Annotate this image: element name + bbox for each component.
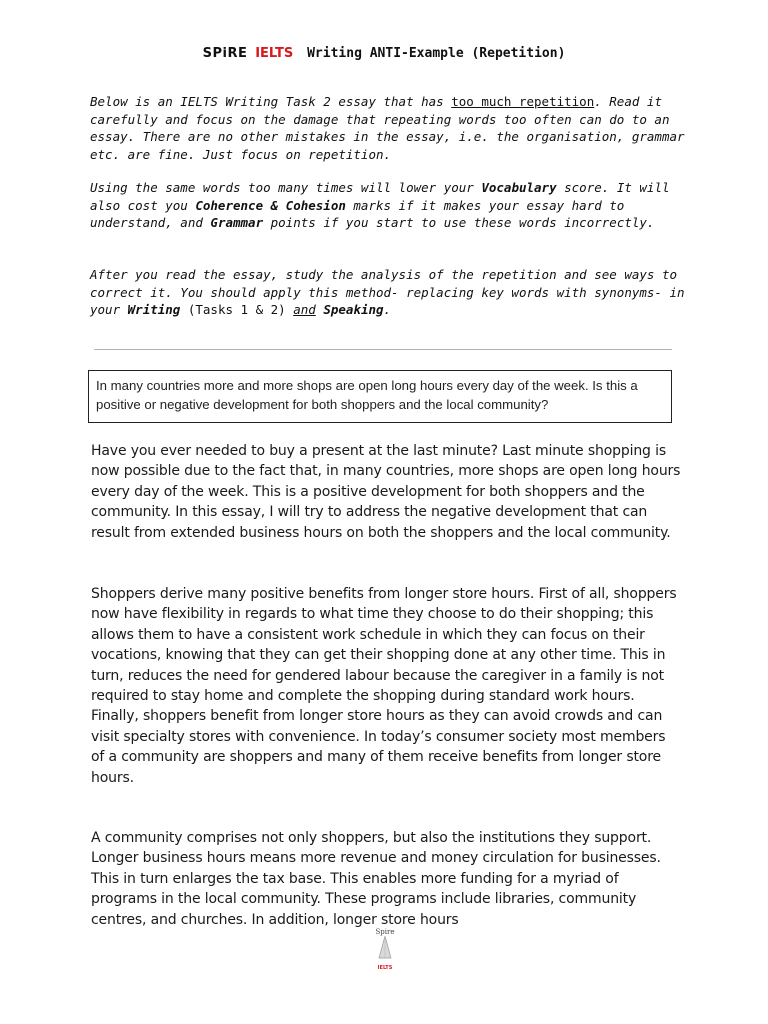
- essay-paragraph-2-text: Shoppers derive many positive benefits from longer store hours. First of all, shoppers now have flexibility in regards to what time they choose to do their shopping; this allows them to have a consistent work schedule in which they can focus on their vocations, knowing that they can get their shopping done at any other time. This in turn, reduces the need for gendered labour because the caregiver in a family is not required to stay home and complete the shopping during standard work hours. Finally, shoppers benefit from longer store hours as they can avoid crowds and can visit specialty stores with convenience. In today’s consumer society most members of a community are shoppers and many of them receive benefits from longer store hours.: [91, 586, 677, 786]
- intro-2-bold-coherence: Coherence & Cohesion: [195, 197, 346, 213]
- intro-3-text-a: After you read the essay, study the analysis of the repetition and see ways to correct it. You should apply this method- replacing key words with synonyms- in your: [90, 267, 685, 318]
- intro-1-text-a: Below is an IELTS Writing Task 2 essay that has: [90, 94, 452, 109]
- intro-2-bold-grammar: Grammar: [210, 215, 264, 231]
- divider-line: [94, 349, 672, 350]
- intro-3-bold-speaking: Speaking: [323, 302, 384, 318]
- intro-3-underlined-and: and: [293, 302, 316, 318]
- footer-brand-ielts: IELTS: [377, 965, 393, 971]
- intro-2-text-d: points if you start to use these words incorrectly.: [263, 215, 655, 231]
- intro-3-text-b: (Tasks 1 & 2): [180, 302, 294, 318]
- intro-2-text-c: marks if it makes your essay hard to understand, and: [90, 197, 625, 231]
- intro-paragraph-2: [90, 179, 690, 232]
- title-text: Writing ANTI-Example (Repetition): [307, 46, 566, 61]
- intro-2-text-b: score. It will also cost you: [90, 180, 670, 213]
- intro-3-bold-writing: Writing: [127, 302, 181, 318]
- essay-prompt-box: In many countries more and more shops are open long hours every day of the week. Is this a positive or negative development for both shoppers and the local community?: [88, 370, 672, 423]
- intro-paragraph-3: [90, 266, 690, 319]
- intro-1-underlined: too much repetition: [451, 94, 595, 109]
- brand-spire-logo: SPiRE: [202, 46, 248, 61]
- intro-2-text-a: Using the same words too many times will lower your: [90, 180, 482, 195]
- footer-brand-name: Spire: [375, 928, 395, 936]
- intro-1-text-b: . Read it carefully and focus on the damage that repeating words too often can do to an essay. There are no other mistakes in the essay, i.e. the organisation, grammar etc. are fine. Just focus on repetition.: [90, 94, 685, 162]
- page-title: [0, 46, 768, 61]
- brand-ielts-logo: IELTS: [255, 46, 294, 61]
- essay-paragraph-3-text: A community comprises not only shoppers, but also the institutions they support. Longer business hours means more revenue and money circulation for businesses. This in turn enlarges the tax base. This enables more funding for a myriad of programs in the local community. These programs include libraries, community centres, and churches. In addition, longer store hours: [91, 830, 661, 928]
- intro-2-bold-vocabulary: Vocabulary: [481, 180, 557, 195]
- footer-logo: [370, 928, 400, 972]
- intro-paragraph-1: [90, 93, 690, 163]
- essay-paragraph-1-text: Have you ever needed to buy a present at the last minute? Last minute shopping is now possible due to the fact that, in many countries, more shops are open long hours every day of the week. This is a positive development for both shoppers and the community. In this essay, I will try to address the negative development that can result from extended business hours on both the shoppers and the local community.: [91, 443, 681, 541]
- essay-paragraph-3: [91, 828, 681, 930]
- essay-paragraph-1: [91, 441, 681, 543]
- intro-3-text-d: .: [383, 302, 392, 318]
- essay-paragraph-2: [91, 584, 681, 788]
- spire-tower-icon: [375, 936, 395, 960]
